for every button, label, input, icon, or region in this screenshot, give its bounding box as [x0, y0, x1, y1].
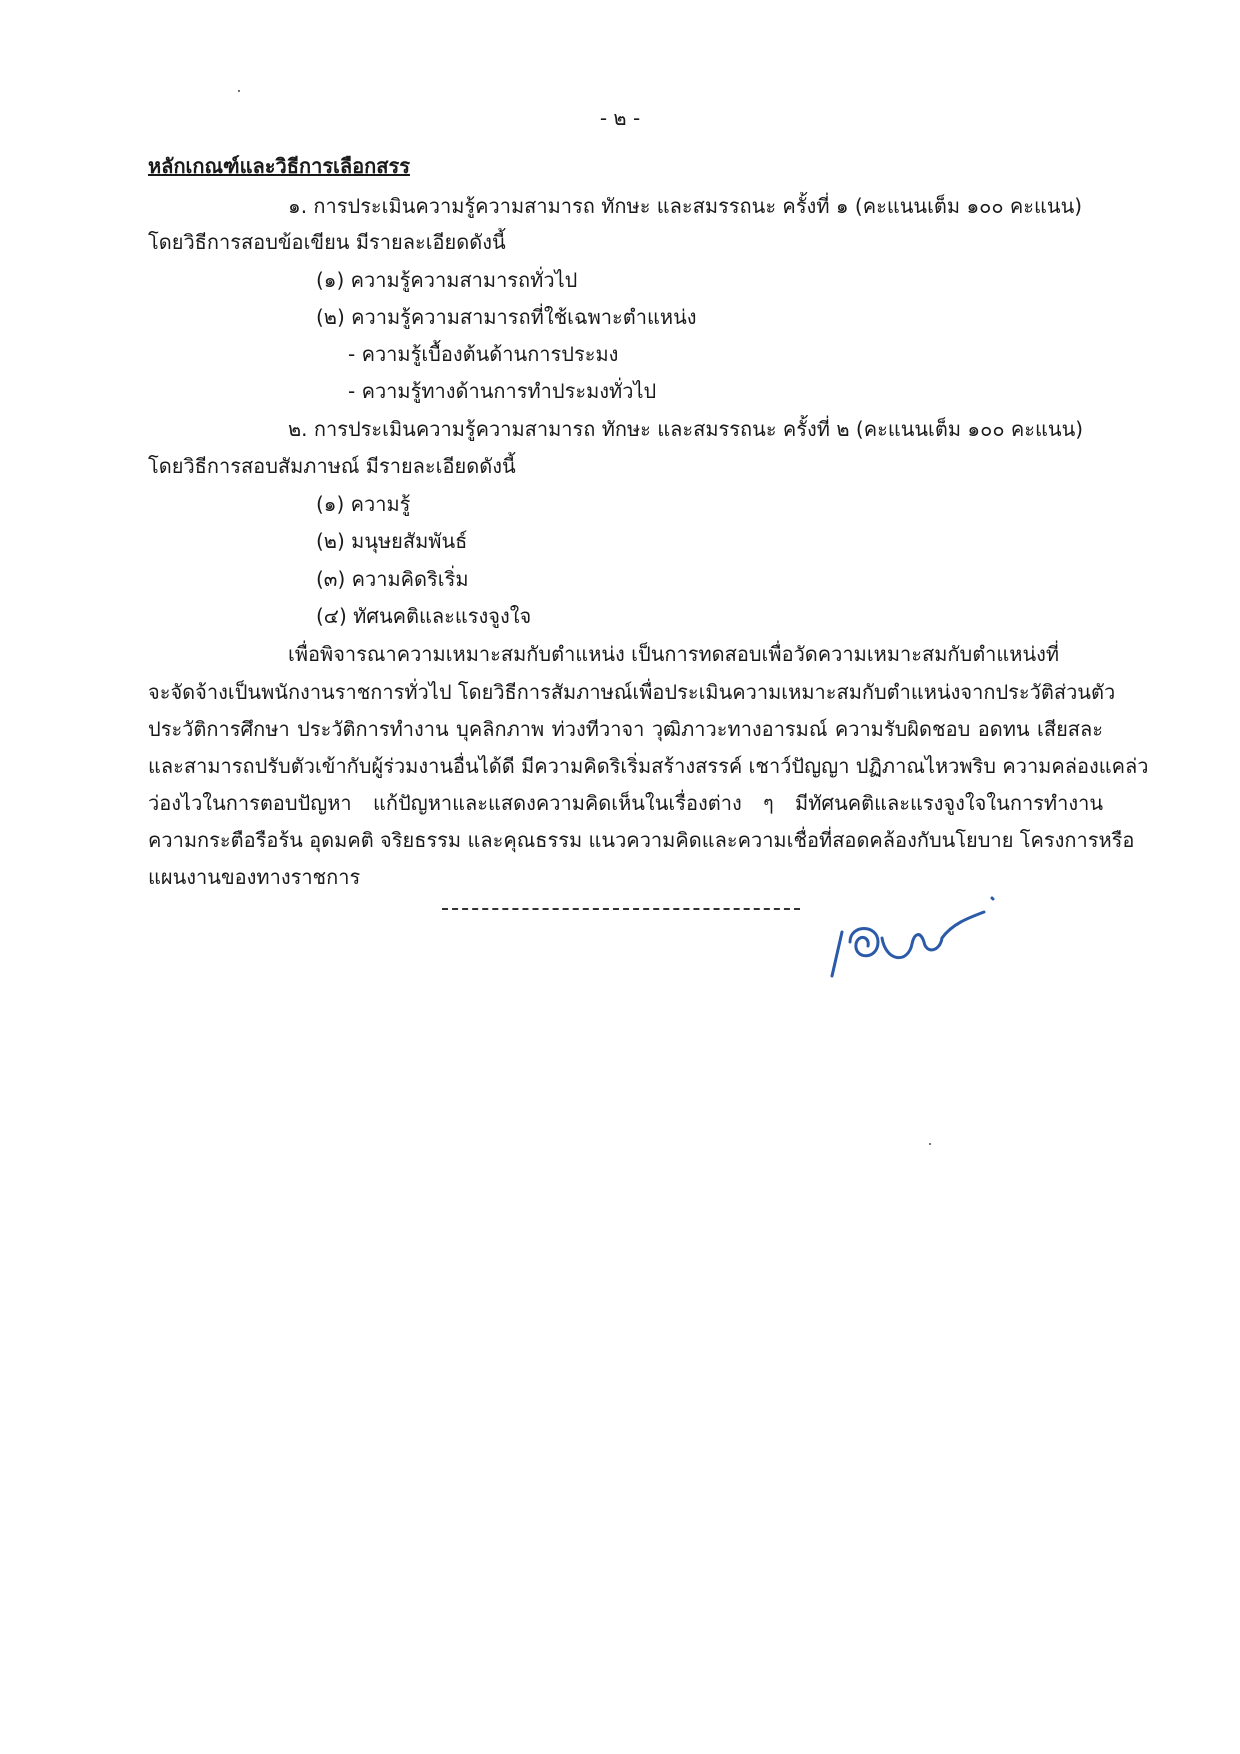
scan-speck [238, 90, 240, 92]
paragraph-line: แผนงานของทางราชการ [148, 865, 361, 889]
paragraph-first-line: เพื่อพิจารณาความเหมาะสมกับตำแหน่ง เป็นการทดสอบเพื่อวัดความเหมาะสมกับตำแหน่งที่ [288, 642, 1060, 666]
criterion-1-subitem: - ความรู้เบื้องต้นด้านการประมง [348, 342, 619, 366]
criterion-1-subitem: - ความรู้ทางด้านการทำประมงทั่วไป [348, 379, 657, 403]
criterion-1-item: (๑) ความรู้ความสามารถทั่วไป [316, 268, 578, 292]
criterion-2-title: ๒. การประเมินความรู้ความสามารถ ทักษะ และสมรรถนะ ครั้งที่ ๒ (คะแนนเต็ม ๑๐๐ คะแนน) [288, 417, 1084, 441]
criterion-1-item: (๒) ความรู้ความสามารถที่ใช้เฉพาะตำแหน่ง [316, 305, 697, 329]
paragraph-line: และสามารถปรับตัวเข้ากับผู้ร่วมงานอื่นได้ดี มีความคิดริเริ่มสร้างสรรค์ เชาว์ปัญญา ปฏิภาณไหวพริบ ความคล่องแคล่ว [148, 754, 1149, 778]
scan-speck [929, 1143, 931, 1145]
criterion-1-title: ๑. การประเมินความรู้ความสามารถ ทักษะ และสมรรถนะ ครั้งที่ ๑ (คะแนนเต็ม ๑๐๐ คะแนน) [288, 194, 1083, 218]
paragraph-line: ว่องไวในการตอบปัญหา แก้ปัญหาและแสดงความคิดเห็นในเรื่องต่าง ๆ มีทัศนคติและแรงจูงใจในการทำงาน [148, 791, 1103, 815]
handwritten-initials [820, 880, 1000, 990]
end-divider [442, 908, 800, 910]
criterion-2-method: โดยวิธีการสอบสัมภาษณ์ มีรายละเอียดดังนี้ [148, 454, 516, 478]
criterion-2-item: (๒) มนุษยสัมพันธ์ [316, 529, 468, 553]
paragraph-line: ความกระตือรือร้น อุดมคติ จริยธรรม และคุณธรรม แนวความคิดและความเชื่อที่สอดคล้องกับนโยบาย โครงการหรือ [148, 828, 1135, 852]
paragraph-body [148, 678, 1149, 891]
criterion-1-method: โดยวิธีการสอบข้อเขียน มีรายละเอียดดังนี้ [148, 230, 506, 254]
paragraph-line: จะจัดจ้างเป็นพนักงานราชการทั่วไป โดยวิธีการสัมภาษณ์เพื่อประเมินความเหมาะสมกับตำแหน่งจากประวัติส่วนตัว [148, 680, 1116, 704]
criterion-2-item: (๓) ความคิดริเริ่ม [316, 567, 469, 591]
page-number: - ๒ - [599, 106, 641, 130]
section-heading: หลักเกณฑ์และวิธีการเลือกสรร [148, 154, 410, 178]
criterion-2-item: (๔) ทัศนคติและแรงจูงใจ [316, 604, 532, 628]
criterion-2-item: (๑) ความรู้ [316, 492, 411, 516]
paragraph-line: ประวัติการศึกษา ประวัติการทำงาน บุคลิกภาพ ท่วงทีวาจา วุฒิภาวะทางอารมณ์ ความรับผิดชอบ อดทน เสียสละ [148, 717, 1103, 741]
